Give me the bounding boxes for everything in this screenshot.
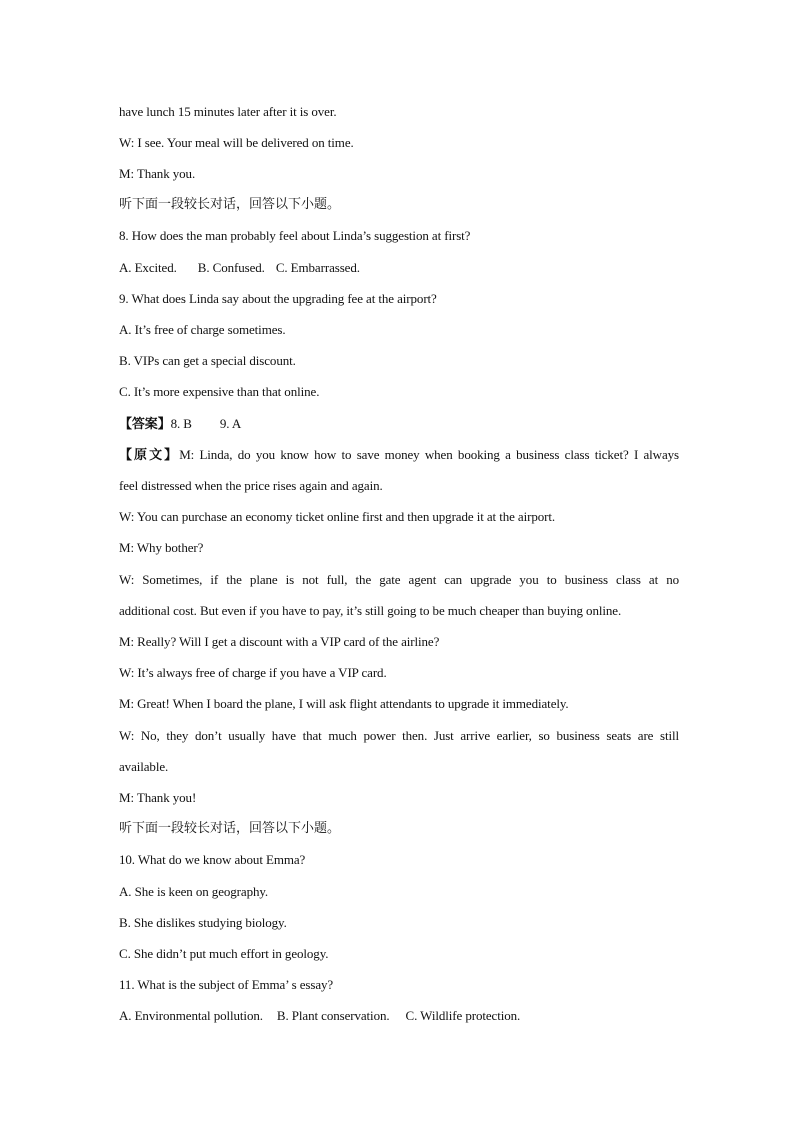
question-11: 11. What is the subject of Emma’ s essay? <box>119 977 334 992</box>
answer-label: 【答案】 <box>119 417 171 432</box>
transcript-line <box>119 447 679 464</box>
question-8-options <box>119 260 679 276</box>
option-b: B. VIPs can get a special discount. <box>119 353 296 368</box>
dialogue-line: have lunch 15 minutes later after it is over. <box>119 104 337 119</box>
answer-8: 8. B <box>170 416 192 431</box>
transcript-line: additional cost. But even if you have to pay, it’s still going to be much cheaper than buying online. <box>119 603 622 618</box>
answer-9: 9. A <box>219 416 242 431</box>
option-b: B. She dislikes studying biology. <box>119 915 287 930</box>
transcript-line: W: It’s always free of charge if you have a VIP card. <box>119 665 387 680</box>
transcript-label: 【原文】 <box>119 448 180 463</box>
transcript-line: W: No, they don’t usually have that much power then. Just arrive earlier, so business seats are still <box>119 728 679 743</box>
question-9: 9. What does Linda say about the upgrading fee at the airport? <box>119 291 437 306</box>
transcript-line: M: Thank you! <box>119 790 197 805</box>
section-instruction: 听下面一段较长对话，回答以下小题。 <box>119 197 341 212</box>
option-b: B. Plant conservation. <box>276 1008 390 1023</box>
transcript-line: available. <box>119 759 169 774</box>
transcript-line: M: Why bother? <box>119 540 204 555</box>
question-10: 10. What do we know about Emma? <box>119 852 306 867</box>
transcript-line: feel distressed when the price rises again and again. <box>119 478 383 493</box>
transcript-line: M: Really? Will I get a discount with a VIP card of the airline? <box>119 634 440 649</box>
option-a: A. She is keen on geography. <box>119 884 269 899</box>
option-c: C. Wildlife protection. <box>405 1008 521 1023</box>
dialogue-line: W: I see. Your meal will be delivered on time. <box>119 135 354 150</box>
option-a: A. It’s free of charge sometimes. <box>119 322 286 337</box>
transcript-line: W: Sometimes, if the plane is not full, the gate agent can upgrade you to business class at no <box>119 572 679 587</box>
option-c: C. It’s more expensive than that online. <box>119 384 320 399</box>
transcript-text: M: Linda, do you know how to save money when booking a business class ticket? I always <box>179 447 679 462</box>
option-a: A. Environmental pollution. <box>119 1008 263 1023</box>
question-11-options <box>119 1008 679 1024</box>
transcript-line: W: You can purchase an economy ticket online first and then upgrade it at the airport. <box>119 509 556 524</box>
question-8: 8. How does the man probably feel about Linda’s suggestion at first? <box>119 228 471 243</box>
option-c: C. Embarrassed. <box>275 260 360 275</box>
dialogue-line: M: Thank you. <box>119 166 196 181</box>
option-b: B. Confused. <box>197 260 265 275</box>
transcript-line: M: Great! When I board the plane, I will ask flight attendants to upgrade it immediately. <box>119 696 569 711</box>
answer-line <box>119 416 679 433</box>
option-c: C. She didn’t put much effort in geology. <box>119 946 329 961</box>
section-instruction: 听下面一段较长对话，回答以下小题。 <box>119 821 341 836</box>
option-a: A. Excited. <box>119 260 177 275</box>
